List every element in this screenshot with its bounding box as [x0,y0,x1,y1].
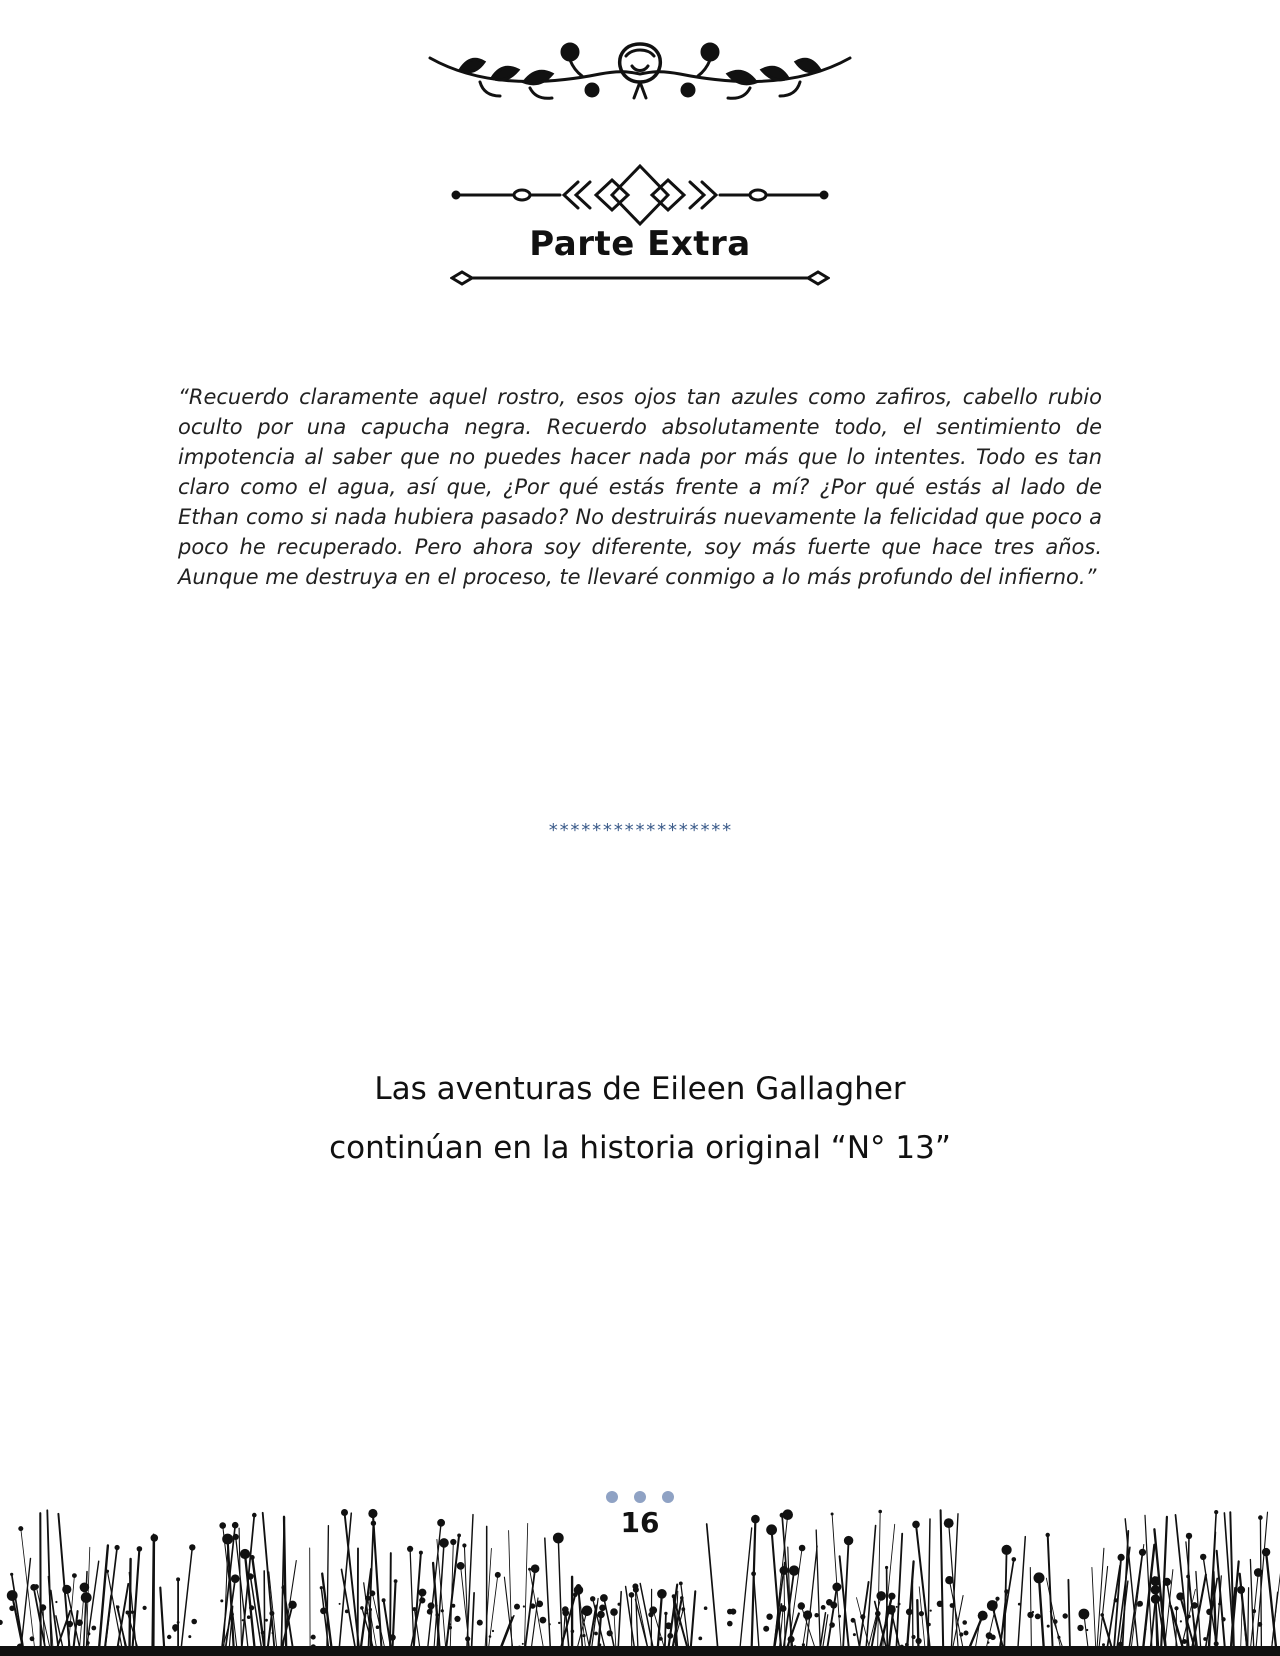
ending-line-2: continúan en la historia original “N° 13” [329,1130,951,1166]
quote-paragraph: “Recuerdo claramente aquel rostro, esos ojos tan azules como zafiros, cabello rubio oculto por una capucha negra. Recuerdo absolutamente todo, el sentimiento de impotencia al saber que no puedes hacer nada por más que lo intentes. Todo es tan claro como el agua, así que, ¿Por qué estás frente a mí? ¿Por qué estás al lado de Ethan como si nada hubiera pasado? No destruirás nuevamente la felicidad que poco a poco he recuperado. Pero ahora soy diferente, soy más fuerte que hace tres años. Aunque me destruya en el proceso, te llevaré conmigo a lo más profundo del infierno.” [178,385,1102,589]
page-number: 16 [620,1506,660,1539]
diamond-divider-ornament-icon [450,158,830,288]
asterisk-separator: ***************** [547,820,733,841]
ending-line-1: Las aventuras de Eileen Gallagher [374,1071,906,1107]
page-title: Parte Extra [529,224,751,264]
floral-vine-ornament-icon [420,36,860,108]
ellipsis-dots-icon [604,1490,676,1504]
